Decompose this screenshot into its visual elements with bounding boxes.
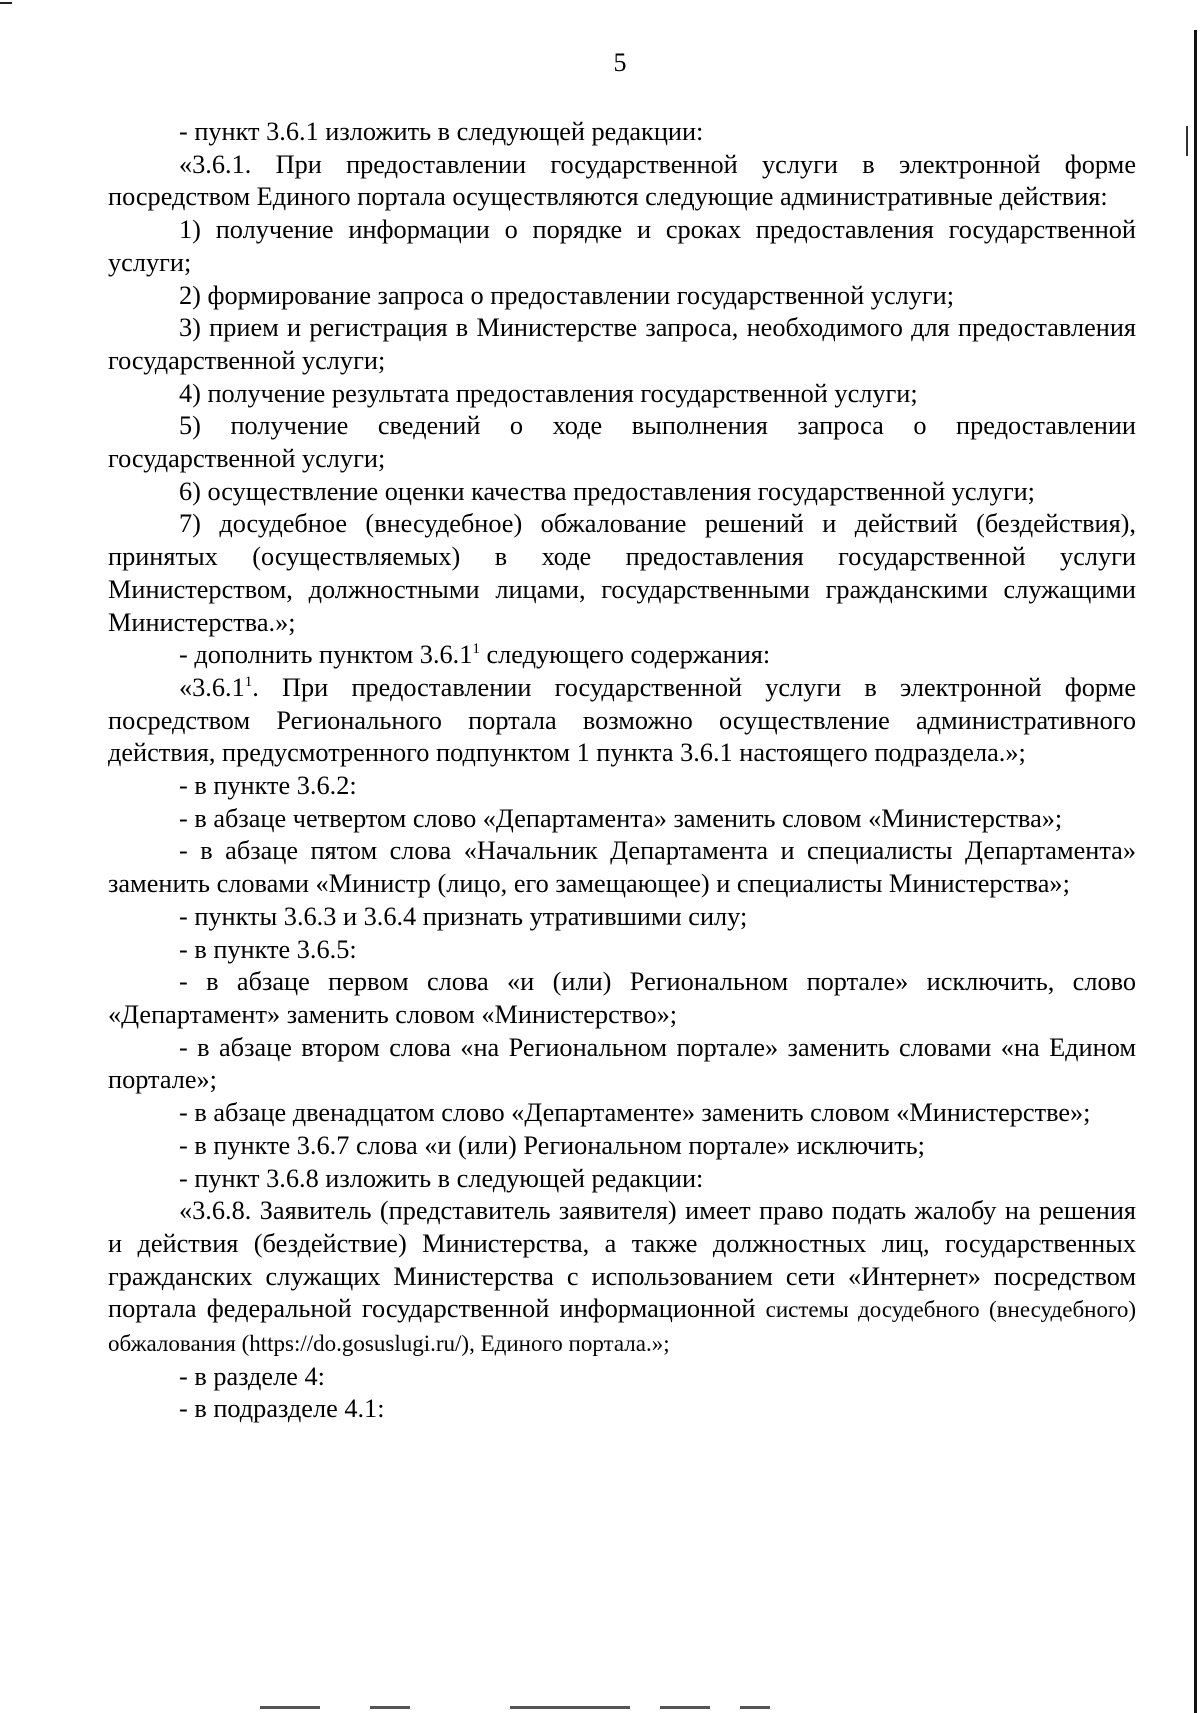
scan-edge-tick [1186, 126, 1188, 156]
paragraph: - в пункте 3.6.5: [179, 934, 357, 964]
paragraph: 4) получение результата предоставления государственной услуги; [179, 378, 918, 408]
paragraph: - в абзаце первом слова «и (или) Региональном портале» исключить, слово «Департамент» заменить словом «Министерство»; [108, 967, 1136, 1029]
paragraph: - в абзаце двенадцатом слово «Департаменте» заменить словом «Министерстве»; [179, 1098, 1091, 1128]
scan-bottom-artifact [240, 1704, 880, 1712]
paragraph-text: . При предоставлении государственной услуги в электронной форме посредством Регионального портала возможно осуществление административного действия, предусмотренного подпунктом 1 пункта 3.6.1 настоящего подраздела.»; [108, 672, 1136, 768]
paragraph-text: следующего содержания: [479, 640, 771, 670]
document-body [108, 116, 1136, 1426]
paragraph-text: системы досудебного (внесудебного) обжалования (https://do.gosuslugi.ru/), Единого портала.»; [108, 1297, 1136, 1357]
superscript: 1 [244, 674, 253, 691]
paragraph: 5) получение сведений о ходе выполнения запроса о предоставлении государственной услуги; [108, 411, 1136, 474]
scan-edge-line [1194, 30, 1197, 1713]
paragraph: - в абзаце пятом слова «Начальник Департамента и специалисты Департамента» заменить словами «Министр (лицо, его замещающее) и специалисты Министерства»; [108, 836, 1136, 899]
paragraph: - в абзаце четвертом слово «Департамента» заменить словом «Министерства»; [179, 803, 1063, 833]
paragraph: 6) осуществление оценки качества предоставления государственной услуги; [179, 476, 1035, 506]
paragraph: - пункт 3.6.8 изложить в следующей редакции: [179, 1163, 704, 1193]
paragraph [108, 672, 1136, 770]
paragraph: - в абзаце втором слова «на Региональном портале» заменить словами «на Едином портале»; [108, 1032, 1136, 1095]
paragraph-text: «3.6.1 [179, 672, 245, 702]
paragraph-text: - дополнить пунктом 3.6.1 [179, 640, 473, 670]
paragraph: - в пункте 3.6.7 слова «и (или) Региональном портале» исключить; [179, 1130, 925, 1160]
paragraph: - в разделе 4: [179, 1361, 325, 1391]
paragraph-text: «3.6.8. Заявитель (представитель заявителя) имеет право подать жалобу на решения и действия (бездействие) Министерства, а также должностных лиц, государственных гражданских служащих Министерства с использованием сети «Интернет» посредством портала федеральной государственной информационной [108, 1196, 1136, 1324]
paragraph: - в пункте 3.6.2: [179, 771, 357, 801]
paragraph: 2) формирование запроса о предоставлении государственной услуги; [179, 280, 955, 310]
paragraph: 1) получение информации о порядке и сроках предоставления государственной услуги; [108, 215, 1136, 277]
superscript: 1 [472, 641, 480, 658]
page-number: 5 [613, 48, 627, 77]
paragraph: - пункты 3.6.3 и 3.6.4 признать утратившими силу; [179, 901, 748, 931]
paragraph: 7) досудебное (внесудебное) обжалование решений и действий (бездействия), принятых (осуществляемых) в ходе предоставления государственной услуги Министерством, должностными лицами, государственными гражданскими служащими Министерства.»; [108, 509, 1136, 637]
paragraph: «3.6.1. При предоставлении государственной услуги в электронной форме посредством Единого портала осуществляются следующие административные действия: [108, 149, 1136, 212]
paragraph: - пункт 3.6.1 изложить в следующей редакции: [179, 117, 704, 146]
paragraph: 3) прием и регистрация в Министерстве запроса, необходимого для предоставления государственной услуги; [108, 313, 1136, 375]
paragraph: - в подразделе 4.1: [179, 1394, 385, 1424]
paragraph [108, 1195, 1136, 1361]
paragraph [108, 639, 1136, 672]
scan-corner-mark [0, 2, 12, 4]
